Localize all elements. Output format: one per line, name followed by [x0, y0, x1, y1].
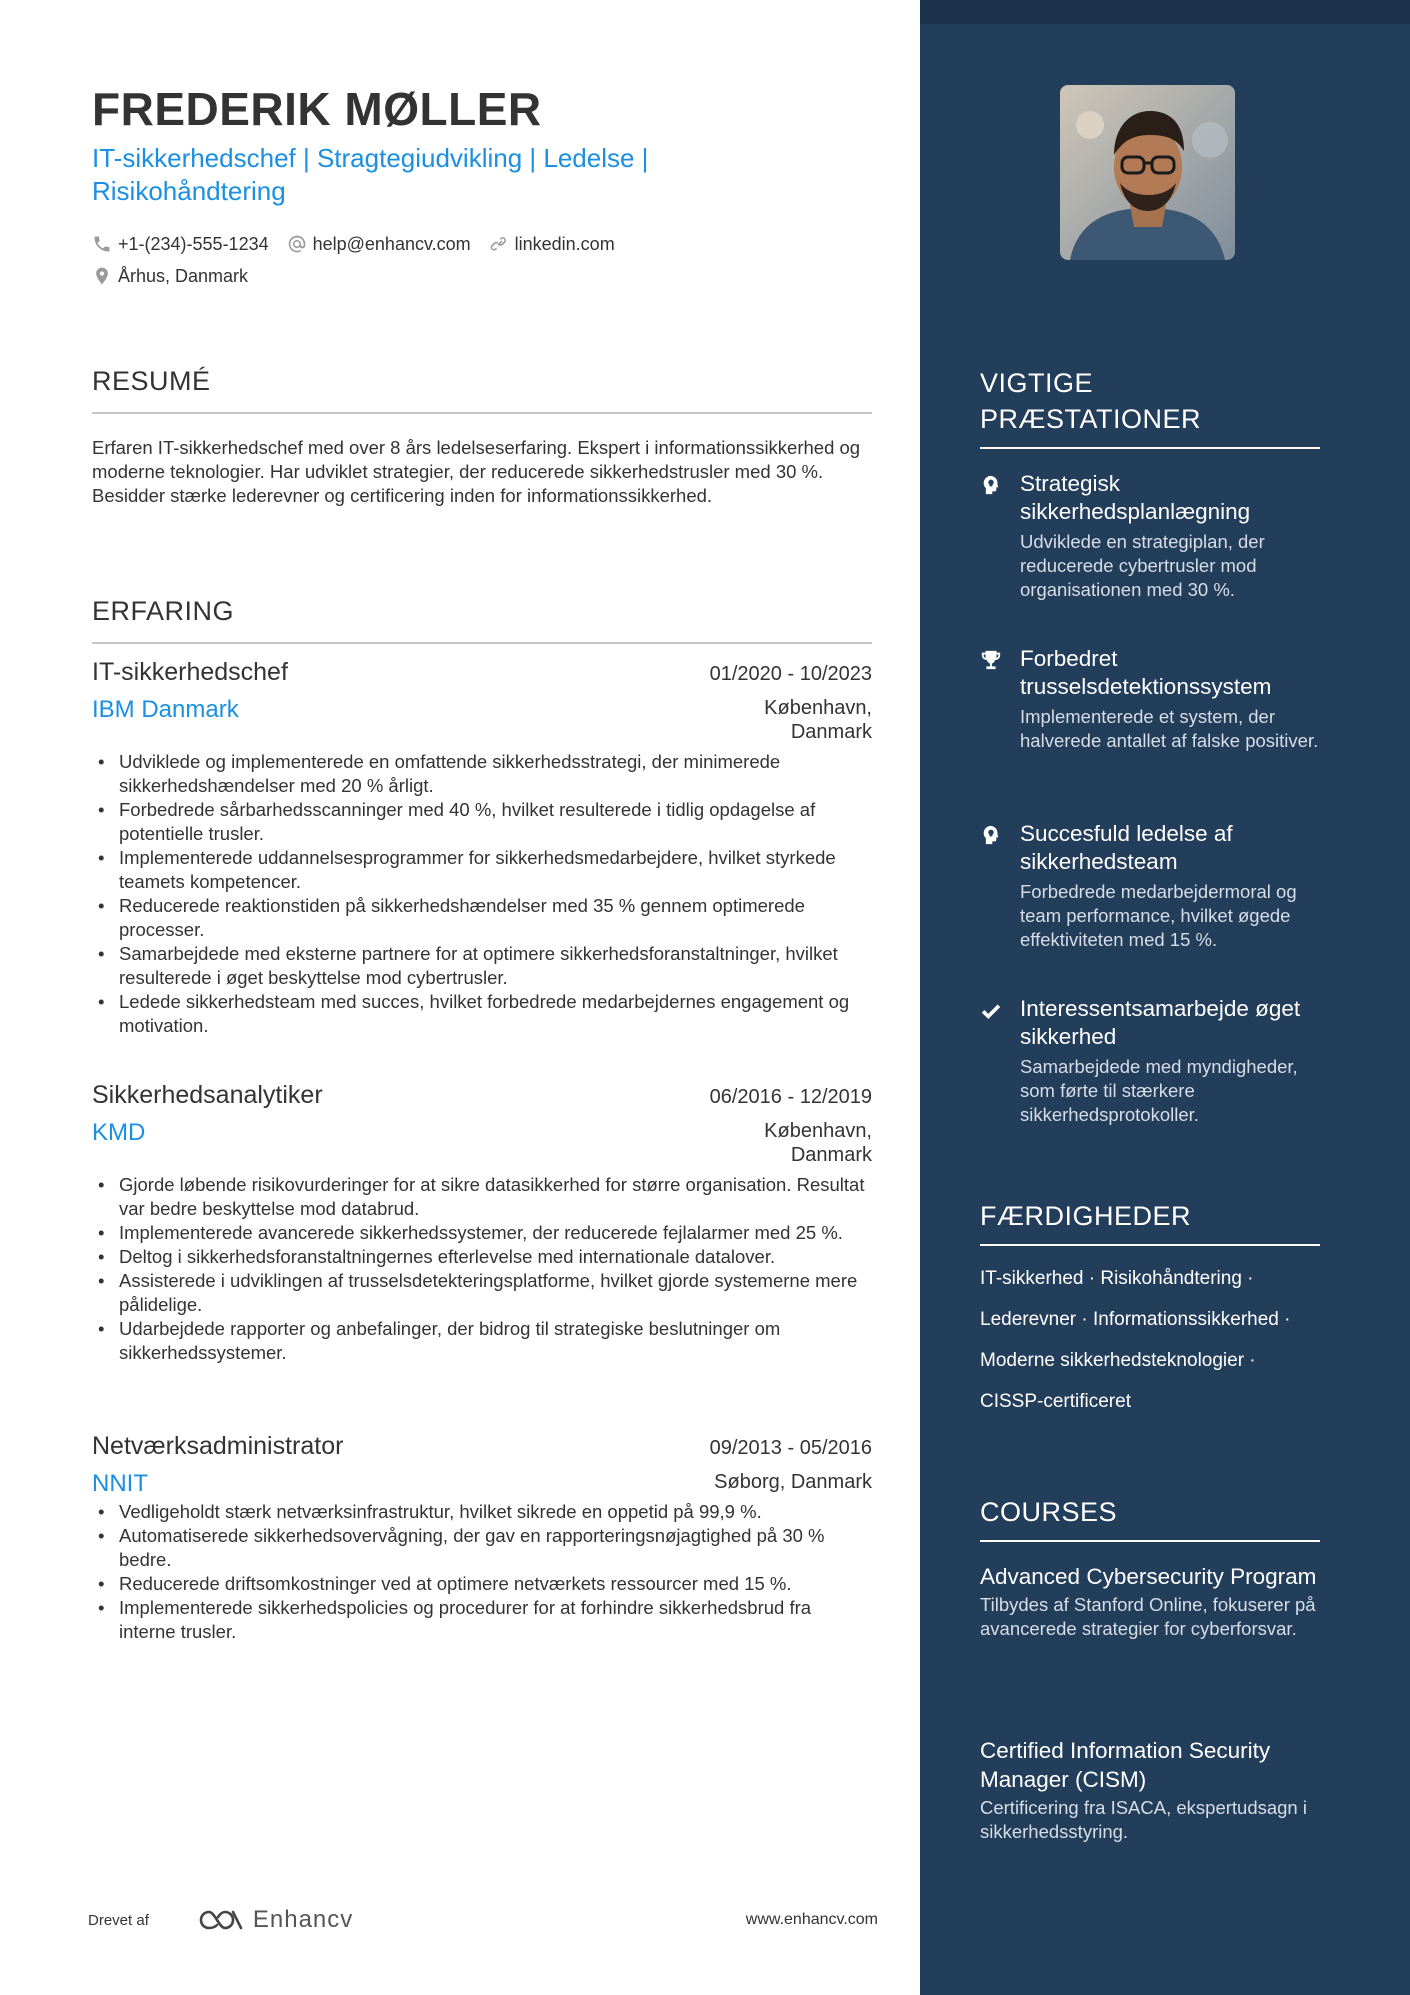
bullet-item: • Forbedrede sårbarhedsscanninger med 40 %, hvilket resulterede i tidlig opdagelse af potentielle trusler. — [92, 798, 872, 846]
bullet-item: • Gjorde løbende risikovurderinger for at sikre datasikkerhed for større organisation. Resultat var bedre beskyttelse mod databrud. — [92, 1173, 872, 1221]
headline-line-2: Risikohåndtering — [92, 176, 286, 206]
bullet-item: • Deltog i sikkerhedsforanstaltningernes efterlevelse med internationale datalover. — [92, 1245, 872, 1269]
at-icon — [287, 234, 307, 254]
brand-name: Enhancv — [252, 1906, 354, 1933]
achievement-item — [980, 470, 1320, 602]
achievements-heading-line-1: VIGTIGE — [980, 368, 1094, 398]
job-location: København, Danmark — [764, 697, 872, 743]
course-desc: Tilbydes af Stanford Online, fokuserer på avancerede strategier for cyberforsvar. — [980, 1594, 1316, 1639]
job-date: 09/2013 - 05/2016 — [709, 1437, 872, 1459]
achievement-item — [980, 995, 1320, 1127]
bullet-item: • Udarbejdede rapporter og anbefalinger, der bidrog til strategiske beslutninger om sikkerhedssystemer. — [92, 1317, 872, 1365]
sidebar — [920, 0, 1410, 1995]
job-entry — [92, 1081, 872, 1365]
achievement-desc: Samarbejdede med myndigheder, som førte til stærkere sikkerhedsprotokoller. — [1020, 1056, 1298, 1125]
bullet-item: • Implementerede uddannelsesprogrammer for sikkerhedsmedarbejdere, hvilket styrkede teamets kompetencer. — [92, 846, 872, 894]
bullet-item: • Assisterede i udviklingen af trusselsdetekteringsplatforme, hvilket gjorde systemerne mere pålidelige. — [92, 1269, 872, 1317]
job-title: Netværksadministrator — [92, 1432, 344, 1460]
contact-info — [92, 228, 872, 292]
achievements-heading — [980, 365, 1320, 437]
job-bullets — [92, 1173, 872, 1365]
skills-divider — [980, 1244, 1320, 1246]
location-text: Århus, Danmark — [118, 265, 249, 286]
bullet-item: • Ledede sikkerhedsteam med succes, hvilket forbedrede medarbejdernes engagement og motivation. — [92, 990, 872, 1038]
achievement-title: Interessentsamarbejde øget sikkerhed — [1020, 996, 1301, 1049]
courses-divider — [980, 1540, 1320, 1542]
summary-heading: RESUMÉ — [92, 366, 211, 396]
skills-line: CISSP-certificeret — [980, 1391, 1131, 1412]
profile-photo-illustration — [1060, 85, 1235, 260]
link-icon — [489, 234, 509, 254]
job-company: IBM Danmark — [92, 696, 239, 723]
bullet-item: • Implementerede avancerede sikkerhedssystemer, der reducerede fejlalarmer med 25 %. — [92, 1221, 872, 1245]
skills-heading: FÆRDIGHEDER — [980, 1201, 1192, 1231]
achievement-title: Forbedret trusselsdetektionssystem — [1020, 646, 1272, 699]
footer — [88, 1898, 878, 1942]
summary-divider — [92, 412, 872, 414]
job-entry — [92, 658, 872, 1038]
job-location: København, Danmark — [764, 1120, 872, 1166]
job-bullets — [92, 750, 872, 1038]
enhancv-logo[interactable] — [197, 1906, 353, 1934]
bullet-item: • Udviklede og implementerede en omfattende sikkerhedsstrategi, der minimerede sikkerhedshændelser med 20 % årligt. — [92, 750, 872, 798]
bullet-item: • Reducerede reaktionstiden på sikkerhedshændelser med 35 % gennem optimerede processer. — [92, 894, 872, 942]
skills-list — [980, 1262, 1340, 1426]
bullet-item: • Implementerede sikkerhedspolicies og procedurer for at forhindre sikkerhedsbrud fra interne trusler. — [92, 1596, 872, 1644]
job-date: 01/2020 - 10/2023 — [709, 663, 872, 685]
courses-heading: COURSES — [980, 1497, 1118, 1527]
job-location: Søborg, Danmark — [714, 1471, 872, 1493]
job-company: KMD — [92, 1119, 146, 1146]
phone-contact[interactable] — [92, 234, 269, 255]
linkedin-contact[interactable] — [489, 234, 615, 255]
enhancv-logo-icon — [197, 1906, 245, 1934]
candidate-name: FREDERIK MØLLER — [92, 83, 542, 135]
achievements-divider — [980, 447, 1320, 449]
location-pin-icon — [92, 266, 112, 286]
phone-text: +1-(234)-555-1234 — [118, 233, 269, 254]
email-text: help@enhancv.com — [312, 233, 471, 254]
brain-icon — [980, 824, 1002, 846]
job-title: IT-sikkerhedschef — [92, 658, 288, 686]
skills-line: IT-sikkerhed · Risikohåndtering · — [980, 1268, 1254, 1289]
achievement-title: Succesfuld ledelse af sikkerhedsteam — [1020, 821, 1233, 874]
skills-line: Lederevner · Informationssikkerhed · — [980, 1309, 1291, 1330]
achievement-desc: Forbedrede medarbejdermoral og team performance, hvilket øgede effektiviteten med 15 %. — [1020, 881, 1297, 950]
job-company: NNIT — [92, 1470, 148, 1497]
course-item — [980, 1562, 1320, 1641]
achievement-desc: Udviklede en strategiplan, der reducerede cybertrusler mod organisationen med 30 %. — [1020, 531, 1265, 600]
bullet-item: • Reducerede driftsomkostninger ved at optimere netværkets ressourcer med 15 %. — [92, 1572, 872, 1596]
skills-line: Moderne sikkerhedsteknologier · — [980, 1350, 1256, 1371]
course-title: Advanced Cybersecurity Program — [980, 1564, 1317, 1589]
sidebar-top-bar — [920, 0, 1410, 24]
powered-by-label: Drevet af — [88, 1911, 149, 1929]
website-link[interactable]: www.enhancv.com — [745, 1911, 878, 1928]
experience-heading: ERFARING — [92, 596, 235, 626]
course-item — [980, 1736, 1320, 1844]
trophy-icon — [980, 649, 1002, 671]
linkedin-text: linkedin.com — [514, 233, 615, 254]
phone-icon — [92, 234, 112, 254]
achievements-heading-line-2: PRÆSTATIONER — [980, 404, 1202, 434]
bullet-item: • Automatiserede sikkerhedsovervågning, der gav en rapporteringsnøjagtighed på 30 % bedre. — [92, 1524, 872, 1572]
headline — [92, 142, 732, 208]
email-contact[interactable] — [287, 234, 471, 255]
summary-text: Erfaren IT-sikkerhedschef med over 8 års ledelseserfaring. Ekspert i informationssikkerhed og moderne teknologier. Har udviklet strategier, der reducerede sikkerhedstrusler med 30 %. Besidder stærke lederevner og certificering inden for informationssikkerhed. — [92, 437, 861, 506]
job-bullets — [92, 1500, 872, 1644]
profile-photo — [1060, 85, 1235, 260]
job-entry — [92, 1432, 872, 1644]
check-icon — [980, 999, 1002, 1021]
experience-divider — [92, 642, 872, 644]
bullet-item: • Samarbejdede med eksterne partnere for at optimere sikkerhedsforanstaltninger, hvilket resulterede i øget beskyttelse mod cybertrusler. — [92, 942, 872, 990]
job-title: Sikkerhedsanalytiker — [92, 1081, 323, 1109]
bullet-item: • Vedligeholdt stærk netværksinfrastruktur, hvilket sikrede en oppetid på 99,9 %. — [92, 1500, 872, 1524]
achievement-desc: Implementerede et system, der halverede antallet af falske positiver. — [1020, 706, 1319, 751]
achievement-title: Strategisk sikkerhedsplanlægning — [1020, 471, 1251, 524]
brain-icon — [980, 474, 1002, 496]
achievement-item — [980, 645, 1320, 753]
course-desc: Certificering fra ISACA, ekspertudsagn i sikkerhedsstyring. — [980, 1797, 1307, 1842]
achievement-item — [980, 820, 1320, 952]
location-contact — [92, 266, 248, 287]
headline-line-1: IT-sikkerhedschef | Stragtegiudvikling | Ledelse | — [92, 143, 649, 173]
course-title: Certified Information Security Manager (CISM) — [980, 1738, 1271, 1792]
job-date: 06/2016 - 12/2019 — [709, 1086, 872, 1108]
